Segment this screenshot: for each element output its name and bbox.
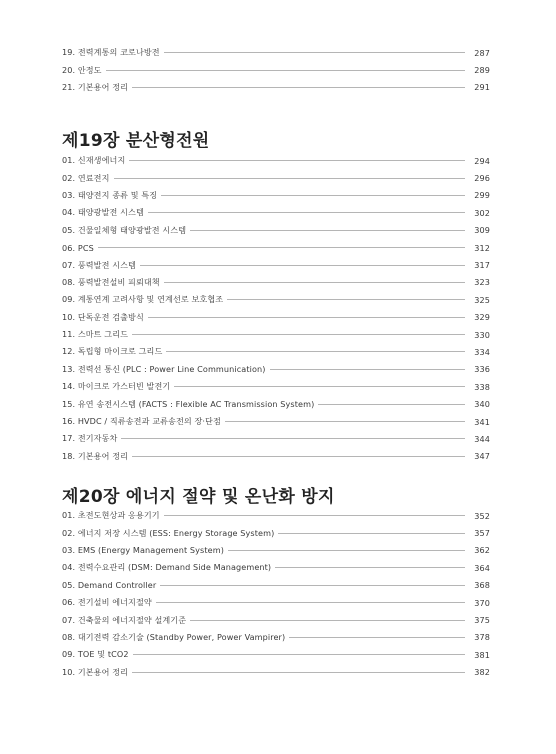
toc-leader-line [98, 247, 465, 248]
toc-entry[interactable] [62, 309, 490, 326]
toc-entry[interactable] [62, 430, 490, 447]
toc-leader-line [164, 52, 465, 53]
toc-entry-label: 08. 대기전력 감소기술 (Standby Power, Power Vampirer) [62, 631, 286, 642]
toc-entry[interactable] [62, 256, 490, 273]
toc-entry[interactable] [62, 395, 490, 412]
toc-entry-label: 12. 독립형 마이크로 그리드 [62, 346, 163, 357]
toc-entry[interactable] [62, 187, 490, 204]
toc-entry-page-number: 364 [474, 562, 490, 573]
toc-entry-page-number: 317 [474, 260, 490, 271]
toc-leader-line [164, 282, 465, 283]
toc-entry-label: 08. 풍력발전설비 피뢰대책 [62, 276, 160, 287]
chapter-19-list [62, 152, 490, 465]
toc-entry-page-number: 334 [474, 346, 490, 357]
toc-entry-page-number: 368 [474, 580, 490, 591]
toc-entry-page-number: 330 [474, 329, 490, 340]
toc-leader-line [166, 351, 465, 352]
toc-entry-page-number: 336 [474, 364, 490, 375]
toc-entry-page-number: 309 [474, 225, 490, 236]
toc-entry-label: 07. 풍력발전 시스템 [62, 259, 136, 270]
toc-entry-page-number: 382 [474, 667, 490, 678]
chapter-20-title: 제20장 에너지 절약 및 온난화 방지 [62, 487, 335, 507]
toc-leader-line [270, 369, 466, 370]
toc-entry-page-number: 341 [474, 416, 490, 427]
toc-leader-line [225, 421, 465, 422]
toc-entry-page-number: 381 [474, 649, 490, 660]
toc-entry-page-number: 312 [474, 242, 490, 253]
toc-leader-line [132, 672, 465, 673]
toc-entry-page-number: 325 [474, 294, 490, 305]
toc-leader-line [174, 386, 465, 387]
toc-entry-label: 20. 안정도 [62, 64, 102, 75]
toc-entry-label: 21. 기본용어 정리 [62, 81, 129, 92]
toc-entry-page-number: 362 [474, 545, 490, 556]
toc-entry-page-number: 289 [474, 65, 490, 76]
toc-leader-line [140, 265, 465, 266]
toc-leader-line [289, 637, 465, 638]
toc-entry-page-number: 352 [474, 510, 490, 521]
toc-leader-line [278, 533, 465, 534]
toc-leader-line [227, 299, 465, 300]
toc-entry[interactable] [62, 222, 490, 239]
toc-entry-label: 13. 전력선 통신 (PLC : Power Line Communication) [62, 363, 266, 374]
toc-entry-label: 06. 전기설비 에너지절약 [62, 597, 152, 608]
toc-entry-label: 14. 마이크로 가스터빈 발전기 [62, 381, 171, 392]
toc-leader-line [156, 602, 465, 603]
toc-entry-page-number: 323 [474, 277, 490, 288]
toc-entry[interactable] [62, 291, 490, 308]
toc-leader-line [161, 195, 465, 196]
toc-leader-line [228, 550, 465, 551]
toc-entry-page-number: 299 [474, 190, 490, 201]
toc-entry[interactable] [62, 542, 490, 559]
toc-entry-page-number: 287 [474, 47, 490, 58]
toc-entry-label: 05. Demand Controller [62, 580, 157, 591]
toc-entry[interactable] [62, 577, 490, 594]
chapter-19-title: 제19장 분산형전원 [62, 131, 210, 151]
toc-leader-line [148, 317, 465, 318]
toc-entry[interactable] [62, 274, 490, 291]
toc-entry[interactable] [62, 559, 490, 576]
toc-leader-line [275, 567, 465, 568]
chapter-20-list [62, 507, 490, 681]
toc-entry[interactable] [62, 44, 490, 61]
toc-entry-page-number: 296 [474, 173, 490, 184]
toc-entry-label: 05. 건물일체형 태양광발전 시스템 [62, 224, 187, 235]
toc-entry[interactable] [62, 594, 490, 611]
toc-entry-page-number: 378 [474, 632, 490, 643]
toc-entry-label: 17. 전기자동차 [62, 433, 118, 444]
toc-entry[interactable] [62, 152, 490, 169]
toc-entry-label: 09. TOE 및 tCO2 [62, 649, 129, 660]
toc-leader-line [106, 70, 465, 71]
toc-entry-page-number: 347 [474, 451, 490, 462]
toc-entry-label: 18. 기본용어 정리 [62, 450, 129, 461]
toc-entry[interactable] [62, 326, 490, 343]
toc-entry-page-number: 340 [474, 399, 490, 410]
toc-entry-label: 07. 건축물의 에너지절약 설계기준 [62, 614, 187, 625]
toc-leader-line [160, 585, 465, 586]
toc-entry-label: 01. 초전도현상과 응용기기 [62, 510, 160, 521]
toc-entry[interactable] [62, 646, 490, 663]
toc-entry[interactable] [62, 524, 490, 541]
toc-leader-line [132, 334, 465, 335]
toc-entry-label: 10. 단독운전 검출방식 [62, 311, 144, 322]
toc-entry-label: 19. 전력계통의 코로나방전 [62, 47, 160, 58]
toc-entry[interactable] [62, 239, 490, 256]
toc-leader-line [318, 404, 465, 405]
toc-entry-page-number: 370 [474, 597, 490, 608]
toc-entry[interactable] [62, 629, 490, 646]
toc-entry-label: 04. 전력수요관리 (DSM: Demand Side Management) [62, 562, 272, 573]
toc-entry[interactable] [62, 204, 490, 221]
toc-entry[interactable] [62, 79, 490, 96]
toc-entry-page-number: 375 [474, 615, 490, 626]
toc-top-list [62, 44, 490, 96]
toc-entry-label: 01. 신재생에너지 [62, 155, 126, 166]
toc-entry[interactable] [62, 664, 490, 681]
toc-entry[interactable] [62, 611, 490, 628]
toc-leader-line [190, 620, 465, 621]
toc-entry-label: 03. 태양전지 종류 및 특징 [62, 189, 158, 200]
toc-entry[interactable] [62, 361, 490, 378]
toc-entry-page-number: 338 [474, 381, 490, 392]
toc-entry-label: 02. 연료전지 [62, 172, 110, 183]
toc-entry-page-number: 329 [474, 312, 490, 323]
toc-entry-page-number: 357 [474, 528, 490, 539]
toc-leader-line [132, 456, 465, 457]
toc-entry-label: 11. 스마트 그리드 [62, 329, 129, 340]
toc-entry-page-number: 302 [474, 207, 490, 218]
toc-leader-line [121, 438, 465, 439]
toc-entry-label: 04. 태양광발전 시스템 [62, 207, 144, 218]
toc-entry-page-number: 291 [474, 82, 490, 93]
toc-leader-line [133, 654, 465, 655]
toc-leader-line [129, 160, 465, 161]
toc-entry[interactable] [62, 378, 490, 395]
toc-leader-line [132, 87, 465, 88]
toc-entry[interactable] [62, 507, 490, 524]
toc-entry[interactable] [62, 61, 490, 78]
toc-entry-page-number: 344 [474, 433, 490, 444]
toc-entry-label: 16. HVDC / 직류송전과 교류송전의 장·단점 [62, 416, 221, 427]
toc-leader-line [164, 515, 465, 516]
toc-leader-line [148, 212, 465, 213]
toc-entry-label: 10. 기본용어 정리 [62, 666, 129, 677]
toc-entry-label: 09. 계통연계 고려사항 및 연계선로 보호협조 [62, 294, 224, 305]
toc-entry-page-number: 294 [474, 155, 490, 166]
toc-leader-line [114, 178, 465, 179]
toc-entry-label: 03. EMS (Energy Management System) [62, 545, 224, 556]
toc-entry-label: 15. 유연 송전시스템 (FACTS : Flexible AC Transmission System) [62, 398, 315, 409]
toc-entry[interactable] [62, 448, 490, 465]
toc-entry-label: 02. 에너지 저장 시스템 (ESS: Energy Storage System) [62, 527, 275, 538]
toc-entry-label: 06. PCS [62, 242, 94, 253]
toc-entry[interactable] [62, 169, 490, 186]
toc-entry[interactable] [62, 413, 490, 430]
toc-leader-line [190, 230, 465, 231]
toc-entry[interactable] [62, 343, 490, 360]
